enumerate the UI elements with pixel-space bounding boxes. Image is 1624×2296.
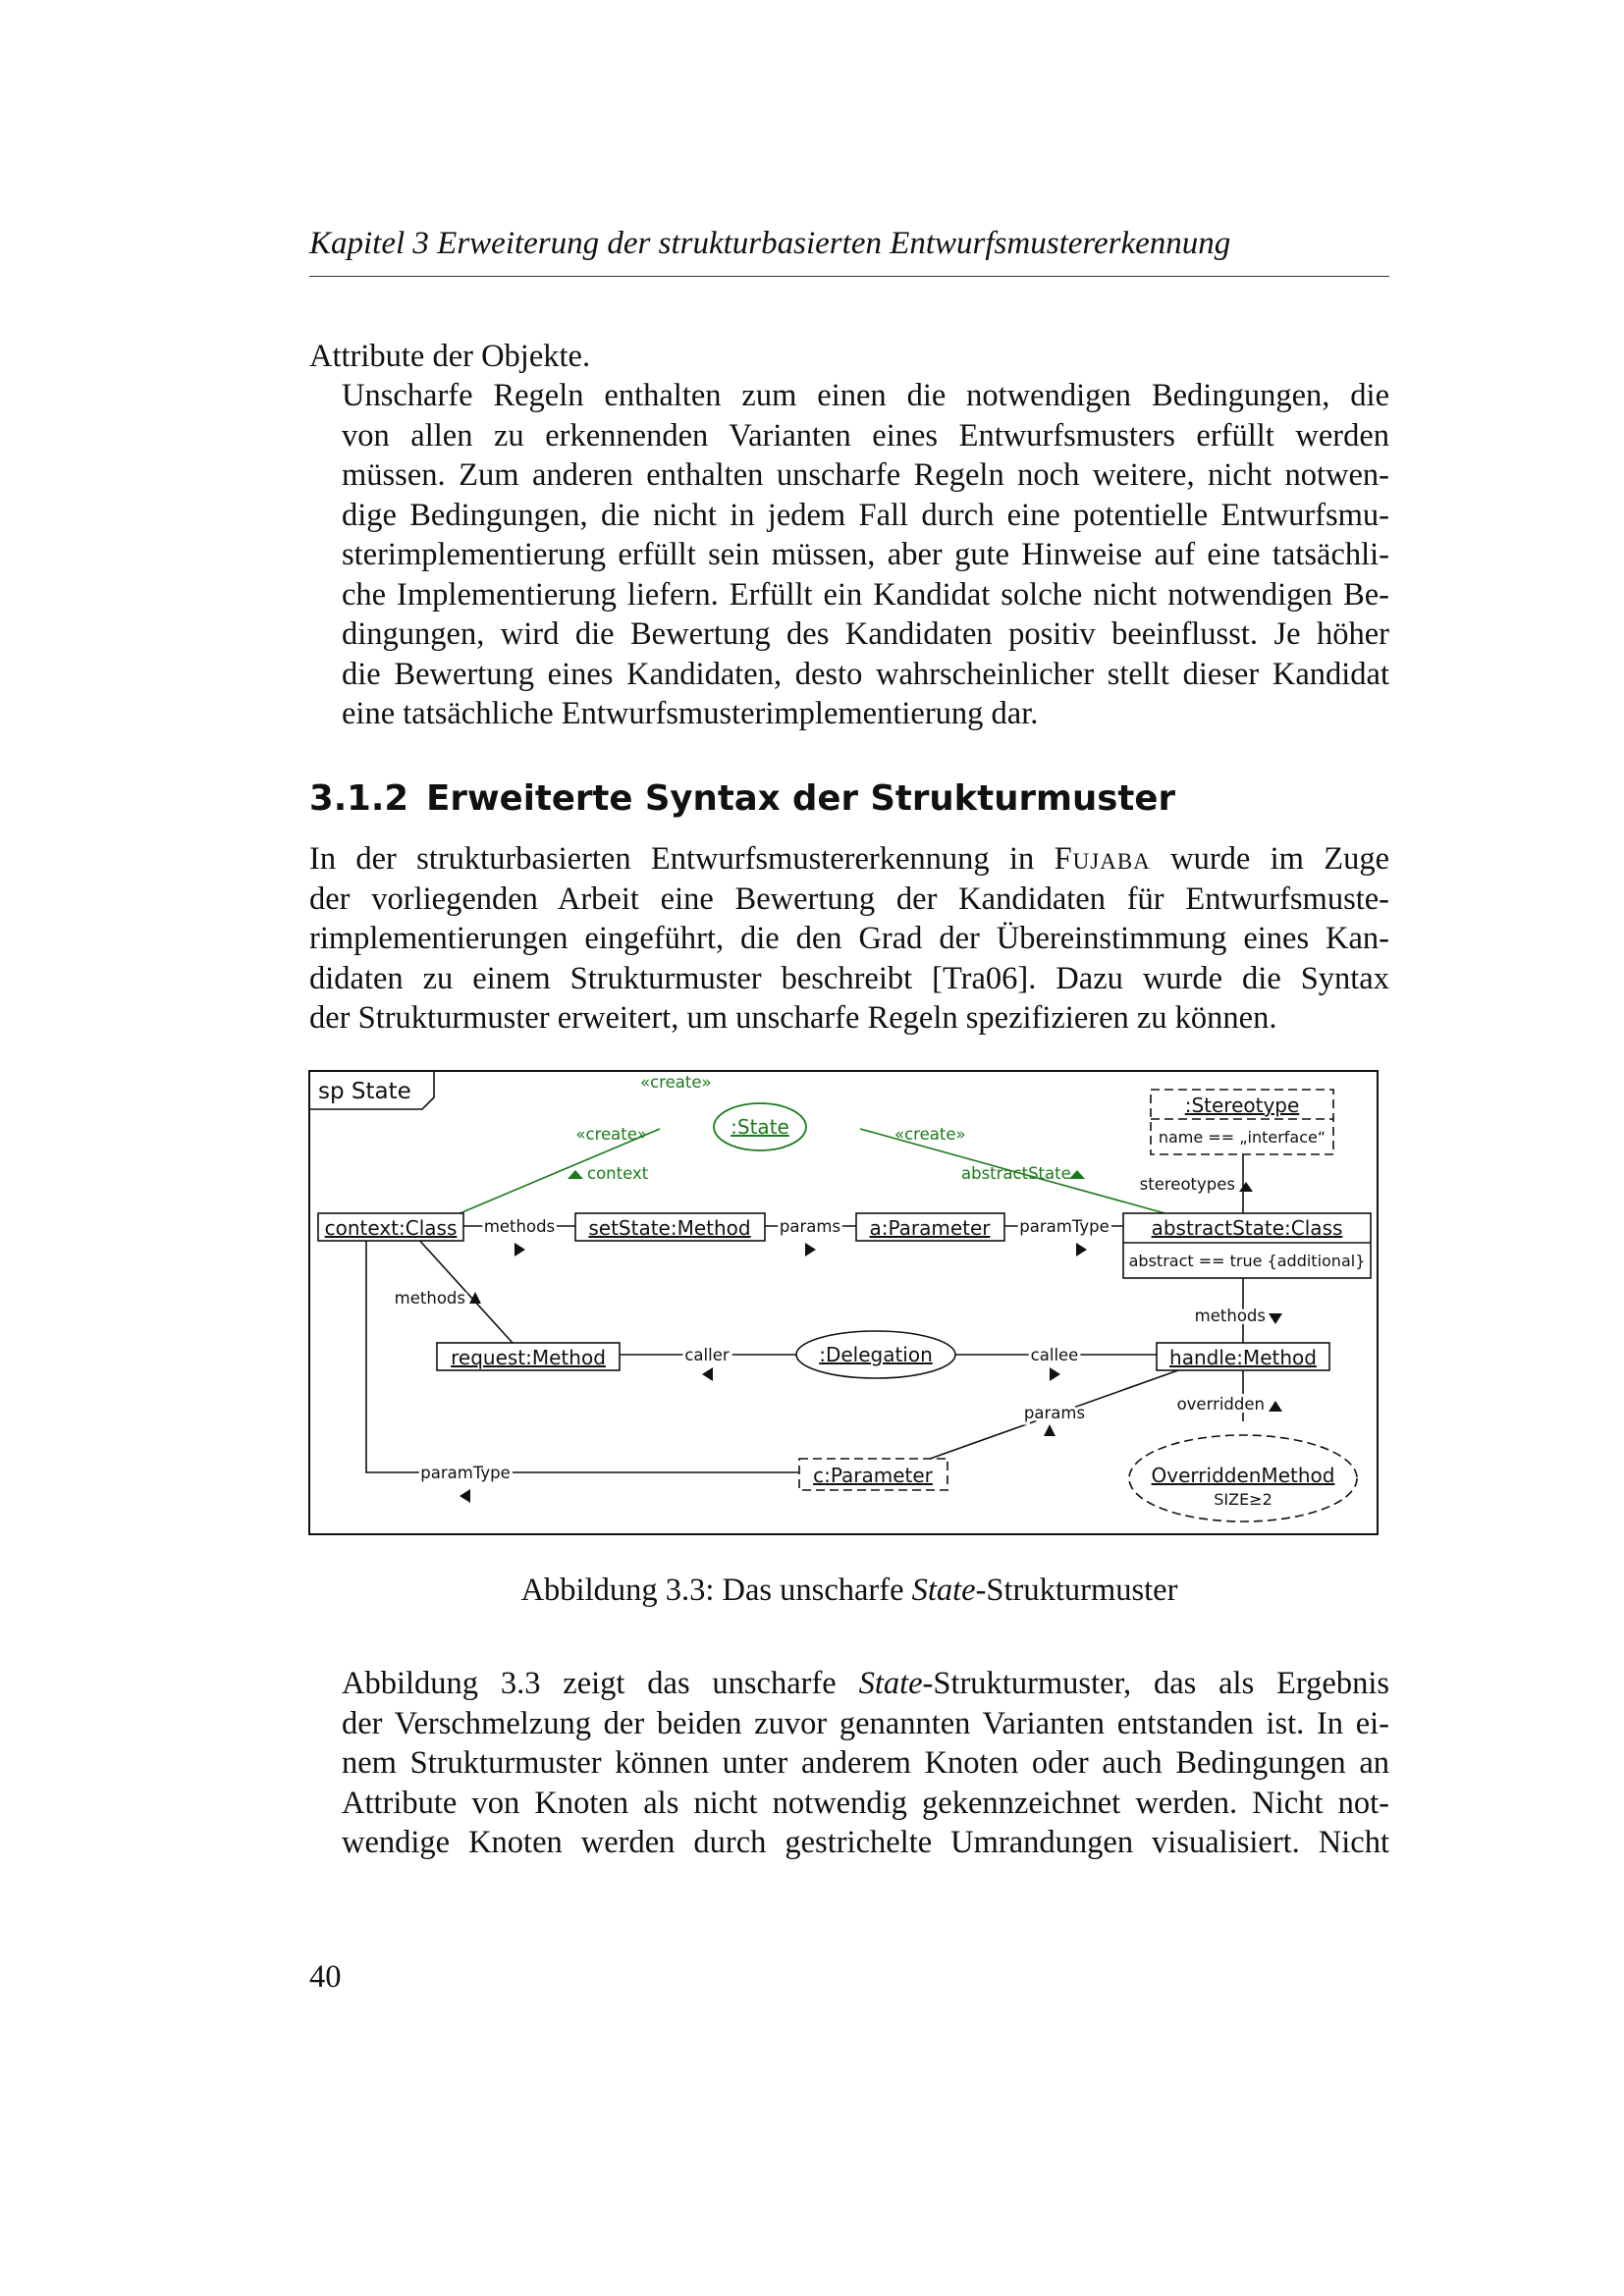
params-direction-icon-2 — [1044, 1424, 1056, 1436]
text-line: rimplementierungen eingeführt, die den Grad der Übereinstimmung eines Kan- — [309, 921, 1389, 956]
context-label: context — [587, 1164, 649, 1183]
page-number: 40 — [309, 1959, 342, 1995]
text-line: von allen zu erkennenden Varianten eines Entwurfsmusters erfüllt werden — [342, 417, 1389, 454]
param-type-direction-icon-2 — [460, 1489, 470, 1503]
frame-title: sp State — [318, 1079, 411, 1104]
structure-pattern-diagram — [308, 1070, 1379, 1535]
callee-label: callee — [1030, 1346, 1079, 1364]
stereotypes-direction-icon — [1239, 1182, 1253, 1192]
methods-direction-icon-1 — [514, 1243, 525, 1256]
text-line: Unscharfe Regeln enthalten zum einen die notwendigen Bedingungen, die — [342, 378, 1389, 413]
text-fragment: Abbildung 3.3 zeigt das unscharfe — [342, 1666, 837, 1701]
text-fragment: In der strukturbasierten Entwurfsmustererkennung in — [309, 841, 1035, 877]
params-label-2: params — [1023, 1404, 1086, 1422]
text-line — [309, 839, 1389, 880]
methods-direction-icon-3 — [1269, 1313, 1282, 1324]
param-type-direction-icon-1 — [1076, 1243, 1087, 1256]
context-direction-icon — [568, 1170, 583, 1179]
text-line: der Verschmelzung der beiden zuvor genannten Varianten entstanden ist. In ei- — [342, 1705, 1389, 1741]
text-line: müssen. Zum anderen enthalten unscharfe Regeln noch weitere, nicht notwen- — [342, 457, 1389, 493]
request-method-label: request:Method — [451, 1346, 606, 1369]
abstract-state-constraint: abstract == true {additional} — [1128, 1252, 1366, 1270]
text-line: wendige Knoten werden durch gestrichelte Umrandungen visualisiert. Nicht — [342, 1825, 1389, 1860]
caller-label: caller — [684, 1346, 730, 1364]
overridden-method-label: OverriddenMethod — [1151, 1464, 1335, 1487]
abstract-state-direction-icon — [1069, 1170, 1085, 1179]
caption-prefix: Abbildung 3.3: Das unscharfe — [520, 1573, 904, 1608]
section-heading — [309, 777, 1175, 821]
running-head: Kapitel 3 Erweiterung der strukturbasierten Entwurfsmustererkennung — [309, 226, 1231, 261]
text-line: che Implementierung liefern. Erfüllt ein Kandidat solche nicht notwendigen Be- — [342, 576, 1389, 613]
caption-emphasis: State — [911, 1573, 976, 1608]
section-number: 3.1.2 — [309, 778, 409, 819]
text-line: die Bewertung eines Kandidaten, desto wahrscheinlicher stellt dieser Kandidat — [342, 656, 1389, 692]
text-line: didaten zu einem Strukturmuster beschreibt [Tra06]. Dazu wurde die Syntax — [309, 960, 1389, 996]
emphasis-state: State — [858, 1666, 923, 1701]
section-title: Erweiterte Syntax der Strukturmuster — [426, 778, 1175, 819]
text-line: dingungen, wird die Bewertung des Kandidaten positiv beeinflusst. Je höher — [342, 616, 1389, 652]
text-line — [309, 1664, 1389, 1704]
create-label-top: «create» — [640, 1073, 712, 1092]
callee-direction-icon — [1050, 1367, 1060, 1381]
tool-name: Fujaba — [1054, 841, 1151, 877]
text-line: der vorliegenden Arbeit eine Bewertung der Kandidaten für Entwurfsmuste- — [309, 881, 1389, 917]
delegation-node-label: :Delegation — [819, 1343, 933, 1366]
context-class-label: context:Class — [324, 1216, 458, 1240]
methods-label-1: methods — [483, 1217, 556, 1236]
param-type-label-2: paramType — [420, 1464, 511, 1482]
figure-caption — [309, 1571, 1389, 1610]
text-line: nem Strukturmuster können unter anderem Knoten oder auch Bedingungen an — [342, 1745, 1389, 1781]
state-node-label: :State — [731, 1115, 789, 1139]
caller-direction-icon — [702, 1367, 713, 1381]
header-rule — [309, 276, 1389, 277]
params-direction-icon-1 — [805, 1243, 816, 1256]
text-fragment: wurde im Zuge — [1170, 841, 1390, 877]
overridden-size-constraint: SIZE≥2 — [1214, 1490, 1272, 1509]
create-label-left: «create» — [575, 1125, 647, 1144]
structure-pattern-figure — [308, 1070, 1379, 1535]
create-label-right: «create» — [894, 1125, 966, 1144]
overridden-label: overridden — [1176, 1395, 1265, 1414]
paragraph-3 — [309, 839, 1389, 1039]
c-parameter-label: c:Parameter — [813, 1464, 933, 1487]
text-line: dige Bedingungen, die nicht in jedem Fall durch eine potentielle Entwurfsmu- — [342, 497, 1389, 533]
text-fragment: -Strukturmuster, das als Ergebnis — [922, 1666, 1389, 1701]
paragraph-1 — [309, 337, 1389, 377]
abstract-state-label: abstractState — [961, 1164, 1071, 1183]
params-label-1: params — [779, 1217, 841, 1236]
overridden-direction-icon — [1269, 1401, 1282, 1412]
abstract-state-class-label: abstractState:Class — [1151, 1216, 1343, 1240]
methods-label-2: methods — [394, 1289, 465, 1308]
text-line: Attribute der Objekte. — [309, 339, 591, 374]
handle-method-label: handle:Method — [1169, 1346, 1317, 1369]
paragraph-2 — [309, 376, 1389, 734]
text-line: sterimplementierung erfüllt sein müssen, aber gute Hinweise auf eine tatsächli- — [342, 537, 1389, 572]
param-type-label-1: paramType — [1019, 1217, 1110, 1236]
text-line: eine tatsächliche Entwurfsmusterimplementierung dar. — [342, 696, 1039, 731]
text-line: der Strukturmuster erweitert, um unscharfe Regeln spezifizieren zu können. — [309, 1000, 1277, 1036]
stereotype-constraint: name == „interface“ — [1158, 1128, 1326, 1147]
a-parameter-label: a:Parameter — [869, 1216, 991, 1240]
stereotypes-label: stereotypes — [1139, 1175, 1235, 1194]
caption-suffix: -Strukturmuster — [975, 1573, 1178, 1608]
text-line: Attribute von Knoten als nicht notwendig gekennzeichnet werden. Nicht not- — [342, 1785, 1389, 1821]
methods-label-3: methods — [1194, 1307, 1266, 1325]
stereotype-node-label: :Stereotype — [1184, 1094, 1300, 1117]
set-state-method-label: setState:Method — [588, 1216, 751, 1240]
paragraph-4 — [309, 1664, 1389, 1863]
